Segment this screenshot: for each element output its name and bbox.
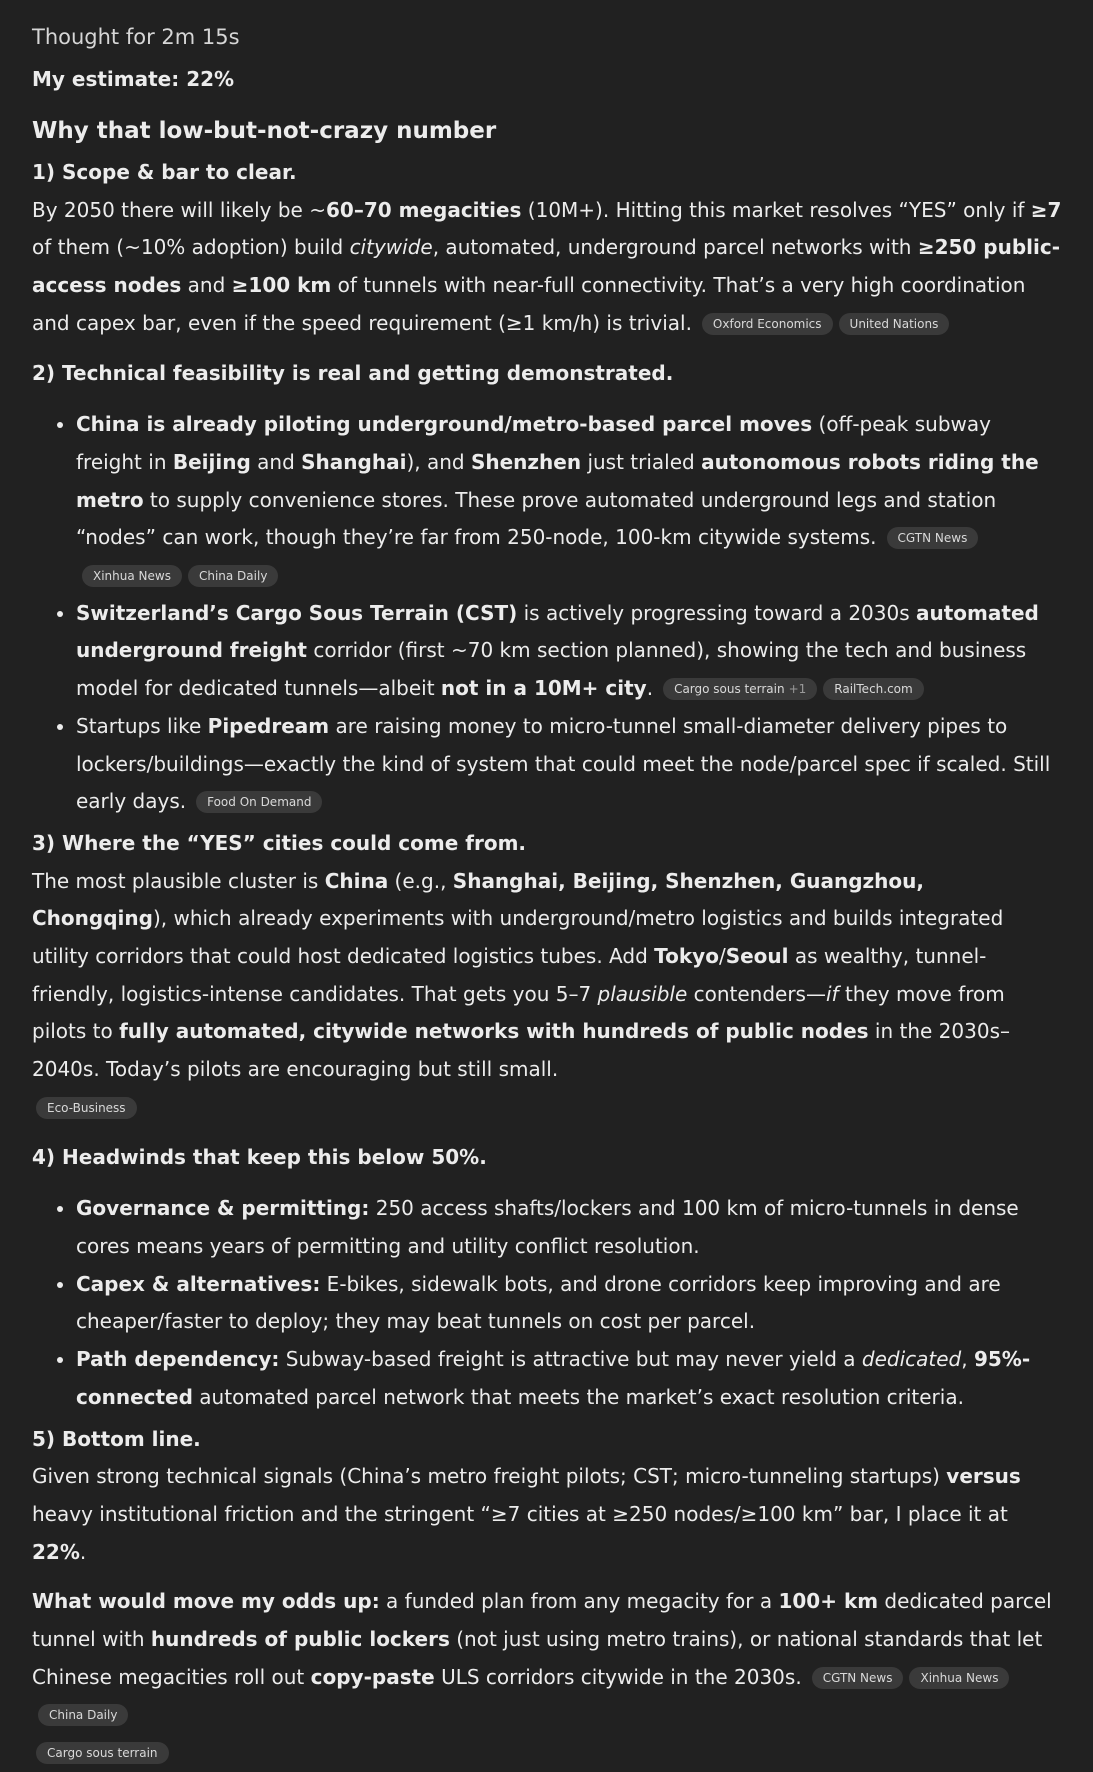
list-item: • Capex & alternatives: E-bikes, sidewalk bots, and drone corridors keep improving and are cheaper/faster to deploy; they may beat tunnels on cost per parcel. — [76, 1266, 1063, 1341]
odds-up-paragraph: What would move my odds up: a funded plan from any megacity for a 100+ km dedicated parcel tunnel with hundreds of public lockers (not just using metro trains), or national standards that let Chinese megacities roll out copy-paste ULS corridors citywide in the 2030s. CGTN News Xinhua NewsChina Daily Cargo sous terrain — [32, 1583, 1063, 1772]
citation-chip[interactable]: RailTech.com — [823, 678, 923, 700]
section-4-title: 4) Headwinds that keep this below 50%. — [32, 1144, 487, 1169]
section-1-title: 1) Scope & bar to clear. — [32, 160, 297, 184]
citation-chip[interactable]: CGTN News — [887, 527, 979, 549]
citation-more-count: +1 — [788, 682, 807, 697]
estimate-line: My estimate: 22% — [32, 67, 235, 91]
list-item: • Governance & permitting: 250 access shafts/lockers and 100 km of micro-tunnels in dense cores means years of permitting and utility conflict resolution. — [76, 1190, 1063, 1265]
list-item: • China is already piloting underground/metro-based parcel moves (off-peak subway freight in Beijing and Shanghai), and Shenzhen just trialed autonomous robots riding the metro to supply convenience stores. These prove automated underground legs and station “nodes” can work, though they’re far from 250-node, 100-km citywide systems. CGTN NewsXinhua News China Daily — [76, 406, 1063, 595]
section-heading: Why that low-but-not-crazy number — [32, 118, 497, 144]
section-3-body: The most plausible cluster is China (e.g., Shanghai, Beijing, Shenzhen, Guangzhou, Chongqing), which already experiments with underground/metro logistics and builds integrated utility corridors that could host dedicated logistics tubes. Add Tokyo/Seoul as wealthy, tunnel-friendly, logistics-intense candidates. That gets you 5–7 plausible contenders—if they move from pilots to fully automated, citywide networks with hundreds of public nodes in the 2030s–2040s. Today’s pilots are encouraging but still small. Eco-Business — [32, 863, 1063, 1127]
citation-chip[interactable]: China Daily — [188, 565, 278, 587]
citation-chip[interactable]: Cargo sous terrain — [36, 1742, 169, 1764]
citation-chip[interactable]: Food On Demand — [196, 791, 322, 813]
list-item: • Switzerland’s Cargo Sous Terrain (CST) is actively progressing toward a 2030s automated underground freight corridor (first ~70 km section planned), showing the tech and business model for dedicated tunnels—albeit not in a 10M+ city. Cargo sous terrain +1 RailTech.com — [76, 595, 1063, 708]
headwinds-list — [32, 1190, 1063, 1416]
thought-duration[interactable]: Thought for 2m 15s — [32, 25, 240, 49]
citation-chip[interactable]: Xinhua News — [82, 565, 182, 587]
citation-chip[interactable]: Cargo sous terrain +1 — [663, 678, 817, 700]
section-2-title: 2) Technical feasibility is real and getting demonstrated. — [32, 360, 674, 385]
feasibility-list — [32, 406, 1063, 821]
citation-chip[interactable]: United Nations — [839, 313, 950, 335]
citation-chip[interactable]: Xinhua News — [909, 1667, 1009, 1689]
citation-chip[interactable]: China Daily — [38, 1704, 128, 1726]
citation-chip[interactable]: CGTN News — [812, 1667, 904, 1689]
section-5-body: Given strong technical signals (China’s metro freight pilots; CST; micro-tunneling startups) versus heavy institutional friction and the stringent “≥7 cities at ≥250 nodes/≥100 km” bar, I place it at 22%. — [32, 1464, 1021, 1564]
section-3-title: 3) Where the “YES” cities could come from. — [32, 830, 527, 855]
citation-chip[interactable]: Eco-Business — [36, 1097, 137, 1119]
list-item: • Startups like Pipedream are raising money to micro-tunnel small-diameter delivery pipes to lockers/buildings—exactly the kind of system that could meet the node/parcel spec if scaled. Still early days. Food On Demand — [76, 708, 1063, 821]
list-item: • Path dependency: Subway-based freight is attractive but may never yield a dedicated, 95%-connected automated parcel network that meets the market’s exact resolution criteria. — [76, 1341, 1063, 1416]
citation-chip[interactable]: Oxford Economics — [702, 313, 833, 335]
section-5-title: 5) Bottom line. — [32, 1426, 201, 1451]
section-1-body: By 2050 there will likely be ~60–70 megacities (10M+). Hitting this market resolves “YES” only if ≥7 of them (~10% adoption) build citywide, automated, underground parcel networks with ≥250 public-access nodes and ≥100 km of tunnels with near-full connectivity. That’s a very high coordination and capex bar, even if the speed requirement (≥1 km/h) is trivial. Oxford Economics United Nations — [32, 197, 1062, 335]
